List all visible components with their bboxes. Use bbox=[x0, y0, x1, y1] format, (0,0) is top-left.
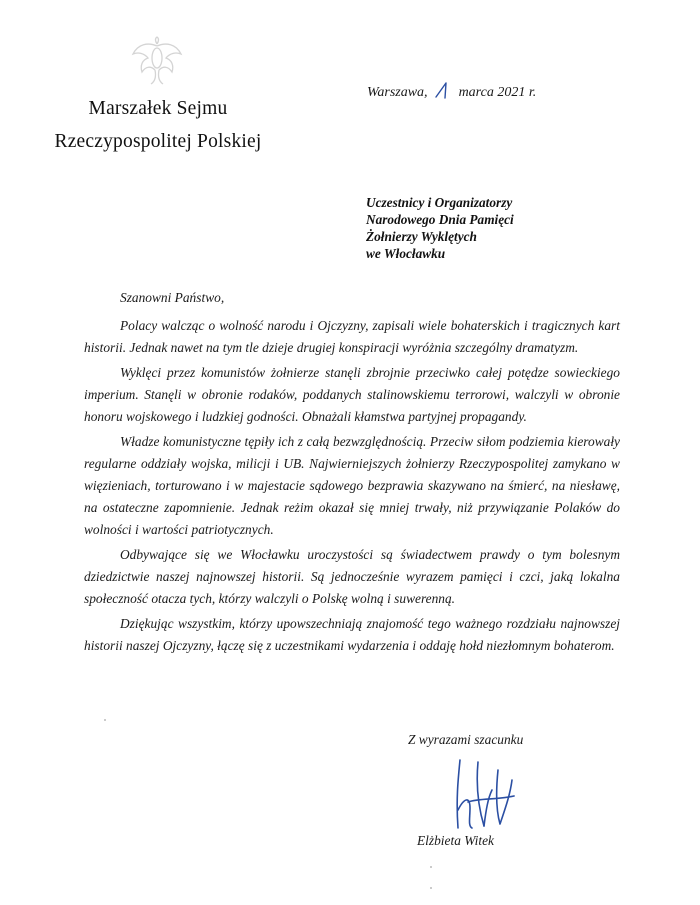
recipient-line: Uczestnicy i Organizatorzy bbox=[366, 195, 513, 210]
letterhead-subtitle: Rzeczypospolitej Polskiej bbox=[54, 131, 262, 152]
handwritten-day bbox=[433, 80, 453, 100]
greeting: Szanowni Państwo, bbox=[120, 290, 225, 305]
recipient-line: we Włocławku bbox=[366, 246, 446, 261]
letter-body bbox=[84, 287, 620, 660]
closing-phrase: Z wyrazami szacunku bbox=[408, 732, 524, 747]
body-paragraph: Dziękując wszystkim, którzy upowszechniają znajomość tego ważnego rozdziału najnowszej historii naszej Ojczyzny, łączę się z uczestnikami wydarzenia i oddaję hołd niezłomnym bohaterom. bbox=[84, 616, 620, 653]
signer-name: Elżbieta Witek bbox=[417, 833, 494, 848]
scan-speck bbox=[430, 866, 432, 868]
recipient-line: Narodowego Dnia Pamięci bbox=[366, 212, 514, 227]
scan-speck bbox=[430, 887, 432, 889]
recipient-line: Żołnierzy Wyklętych bbox=[366, 229, 477, 244]
eagle-emblem-icon bbox=[128, 36, 186, 86]
letterhead-title: Marszałek Sejmu bbox=[88, 98, 228, 119]
scan-speck bbox=[104, 719, 106, 721]
date-month-year: marca 2021 r. bbox=[458, 85, 537, 100]
body-paragraph: Polacy walcząc o wolność narodu i Ojczyzny, zapisali wiele bohaterskich i tragicznych kart historii. Jednak nawet na tym tle dzieje drugiej konspiracji wyróżnia szczególny dramatyzm. bbox=[84, 318, 620, 355]
body-paragraph: Władze komunistyczne tępiły ich z całą bezwzględnością. Przeciw siłom podziemia kierowały regularne oddziały wojska, milicji i UB. Najwierniejszych żołnierzy Rzeczypospolitej zamykano w więzieniach, torturowano i w majestacie sądowego bezprawia skazywano na śmierć, na niesławę, na ostateczne zapomnienie. Jednak reżim okazał się mniej trwały, niż przywiązanie Polaków do wolności i wartości patriotycznych. bbox=[84, 434, 620, 537]
body-paragraph: Odbywające się we Włocławku uroczystości są świadectwem prawdy o tym bolesnym dziedzictwie naszej najnowszej historii. Są jednocześnie wyrazem pamięci i czci, jaką lokalna społeczność otacza tych, którzy walczyli o Polskę wolną i suwerenną. bbox=[84, 547, 620, 606]
handwritten-signature-icon bbox=[440, 740, 530, 840]
body-paragraph: Wyklęci przez komunistów żołnierze stanęli zbrojnie przeciwko całej potędze sowieckiego imperium. Stanęli w obronie rodaków, poddanych stalinowskiemu terrorowi, walczyli w obronie honoru wojskowego i ludzkiej godności. Obnażali kłamstwa partyjnej propagandy. bbox=[84, 365, 620, 424]
date-city: Warszawa, bbox=[367, 85, 428, 100]
letter-date bbox=[367, 80, 536, 101]
recipient-block bbox=[366, 194, 514, 262]
